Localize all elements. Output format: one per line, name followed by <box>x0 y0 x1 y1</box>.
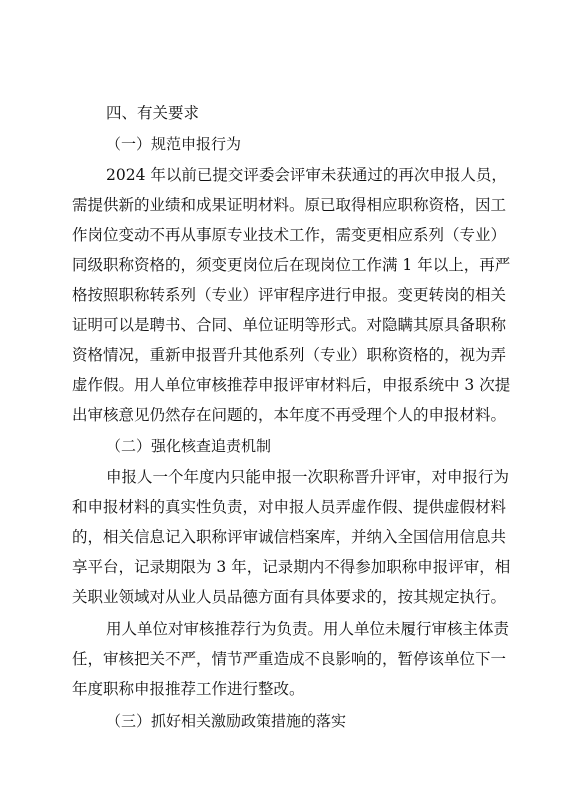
paragraph-1-line: 需提供新的业绩和成果证明材料。原已取得相应职称资格，因工 <box>72 196 507 214</box>
subsection-title-1: （一）规范申报行为 <box>106 135 242 153</box>
subsection-title-2: （二）强化核查追责机制 <box>106 437 272 455</box>
paragraph-1-line: 资格情况，重新申报晋升其他系列（专业）职称资格的，视为弄 <box>72 346 507 364</box>
paragraph-1-line: 虚作假。用人单位审核推荐申报评审材料后，申报系统中 3 次提 <box>72 376 511 394</box>
paragraph-2-line: 的，相关信息记入职称评审诚信档案库，并纳入全国信用信息共 <box>72 528 507 546</box>
paragraph-2-line: 和申报材料的真实性负责，对申报人员弄虚作假、提供虚假材料 <box>72 498 507 516</box>
paragraph-2-line: 享平台，记录期限为 3 年，记录期内不得参加职称申报评审，相 <box>72 558 511 576</box>
paragraph-2-line: 关职业领域对从业人员品德方面有具体要求的，按其规定执行。 <box>72 588 507 606</box>
paragraph-3-line: 任，审核把关不严，情节严重造成不良影响的，暂停该单位下一 <box>72 650 507 668</box>
paragraph-3-line: 用人单位对审核推荐行为负责。用人单位未履行审核主体责 <box>106 620 510 638</box>
paragraph-1-line: 2024 年以前已提交评委会评审未获通过的再次申报人员， <box>106 166 507 184</box>
paragraph-2-line: 申报人一个年度内只能申报一次职称晋升评审，对申报行为 <box>106 468 510 486</box>
paragraph-1-line: 证明可以是聘书、合同、单位证明等形式。对隐瞒其原具备职称 <box>72 316 507 334</box>
section-heading: 四、有关要求 <box>106 104 200 122</box>
paragraph-1-line: 出审核意见仍然存在问题的，本年度不再受理个人的申报材料。 <box>72 406 507 424</box>
paragraph-1-line: 作岗位变动不再从事原专业技术工作，需变更相应系列（专业） <box>72 226 507 244</box>
subsection-title-3: （三）抓好相关激励政策措施的落实 <box>106 712 347 730</box>
paragraph-1-line: 格按照职称转系列（专业）评审程序进行申报。变更转岗的相关 <box>72 286 507 304</box>
paragraph-1-line: 同级职称资格的，须变更岗位后在现岗位工作满 1 年以上，再严 <box>72 256 511 274</box>
paragraph-3-line: 年度职称申报推荐工作进行整改。 <box>72 680 305 698</box>
